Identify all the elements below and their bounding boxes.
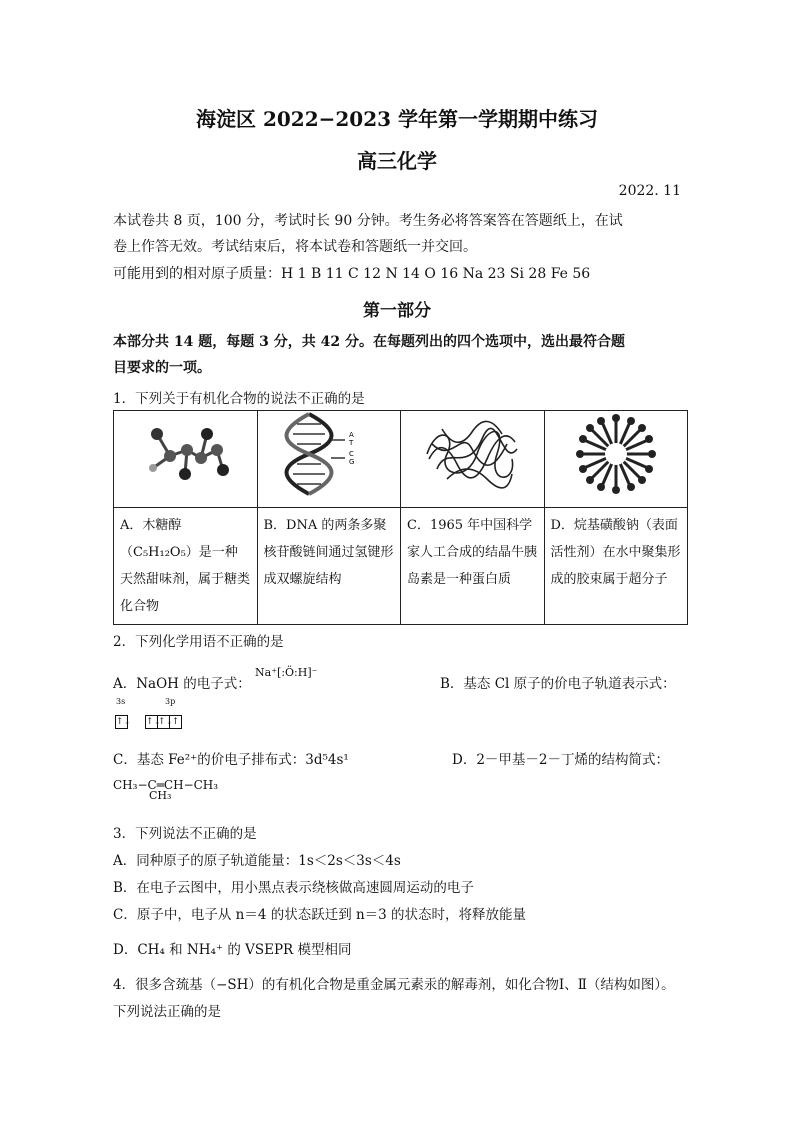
- question-4-stem-2: 下列说法正确的是: [113, 1004, 221, 1020]
- dna-double-helix-icon: [279, 412, 379, 496]
- question-1-option-d[interactable]: D．烷基磺酸钠（表面活性剂）在水中聚集形成的胶束属于超分子: [544, 508, 688, 625]
- part-title: 第一部分: [363, 301, 431, 321]
- exam-subject: 高三化学: [357, 149, 437, 173]
- question-1-stem: 1．下列关于有机化合物的说法不正确的是: [113, 391, 365, 407]
- question-3-option-a[interactable]: A．同种原子的原子轨道能量：1s＜2s＜3s＜4s: [113, 853, 401, 869]
- question-2-stem: 2．下列化学用语不正确的是: [113, 634, 284, 650]
- structure-main-chain: CH₃−C═CH−CH₃: [113, 778, 219, 792]
- exam-date: 2022. 11: [618, 183, 681, 199]
- orbital-3s-label: 3s: [116, 697, 126, 706]
- orbital-3p-label: 3p: [165, 697, 176, 706]
- question-4-stem-1: 4．很多含巯基（−SH）的有机化合物是重金属元素汞的解毒剂，如化合物Ⅰ、Ⅱ（结构如图）。: [113, 977, 675, 993]
- protein-ribbon-icon: [417, 414, 527, 494]
- question-1-option-b[interactable]: B．DNA 的两条多聚核苷酸链间通过氢键形成双螺旋结构: [257, 508, 401, 625]
- dna-label-c: C: [348, 450, 354, 458]
- naoh-electron-formula: Na⁺[:Ö:H]⁻: [255, 666, 318, 679]
- exam-title: 海淀区 2022−2023 学年第一学期期中练习: [195, 107, 598, 131]
- orbital-box-3p-1: ↑↓: [146, 717, 162, 727]
- orbital-box-3p-3: ↑: [169, 715, 182, 729]
- question-3-option-d[interactable]: D．CH₄ 和 NH₄⁺ 的 VSEPR 模型相同: [113, 942, 352, 958]
- ball-stick-molecule-icon: [135, 414, 235, 494]
- xylitol-molecule-image: [114, 411, 258, 508]
- atomic-mass-line: 可能用到的相对原子质量：H 1 B 11 C 12 N 14 O 16 Na 23 Si 28 Fe 56: [113, 266, 591, 282]
- intro-line-2: 卷上作答无效。考试结束后，将本试卷和答题纸一并交回。: [113, 239, 477, 255]
- methylbutene-structure: [113, 778, 218, 805]
- structure-branch: CH₃: [149, 789, 172, 802]
- question-2-option-d[interactable]: D．2－甲基－2－丁烯的结构简式：: [452, 752, 670, 768]
- orbital-box-3p-2: ↑↓: [158, 717, 174, 727]
- question-2-option-b[interactable]: B．基态 Cl 原子的价电子轨道表示式：: [440, 676, 676, 692]
- dna-label-t: T: [348, 439, 354, 447]
- question-2-option-a[interactable]: [113, 666, 318, 692]
- dna-label-a: A: [348, 431, 354, 439]
- question-1-option-a[interactable]: A．木糖醇（C₅H₁₂O₅）是一种天然甜味剂，属于糖类化合物: [114, 508, 258, 625]
- question-1-table: [113, 410, 688, 625]
- dna-label-g: G: [348, 458, 355, 466]
- question-3-option-c[interactable]: C．原子中，电子从 n＝4 的状态跃迁到 n＝3 的状态时，将释放能量: [113, 907, 527, 923]
- intro-line-1: 本试卷共 8 页，100 分，考试时长 90 分钟。考生务必将答案答在答题纸上，在试: [113, 213, 623, 229]
- question-3-option-b[interactable]: B．在电子云图中，用小黑点表示绕核做高速圆周运动的电子: [113, 880, 474, 896]
- dna-helix-image: [257, 411, 401, 508]
- question-3-stem: 3．下列说法不正确的是: [113, 826, 257, 842]
- part-instructions-1: 本部分共 14 题，每题 3 分，共 42 分。在每题列出的四个选项中，选出最符合题: [113, 334, 625, 350]
- insulin-structure-image: [401, 411, 545, 508]
- micelle-sphere-icon: [571, 411, 661, 497]
- question-2-option-c[interactable]: C．基态 Fe²⁺的价电子排布式：3d⁵4s¹: [113, 752, 349, 768]
- question-1-option-c[interactable]: C．1965 年中国科学家人工合成的结晶牛胰岛素是一种蛋白质: [401, 508, 545, 625]
- orbital-box-3s: ↑↓: [116, 717, 132, 727]
- orbital-diagram: [113, 699, 203, 725]
- option-a-text: A．NaOH 的电子式：: [113, 676, 251, 692]
- part-instructions-2: 目要求的一项。: [113, 360, 211, 376]
- micelle-image: [544, 411, 688, 508]
